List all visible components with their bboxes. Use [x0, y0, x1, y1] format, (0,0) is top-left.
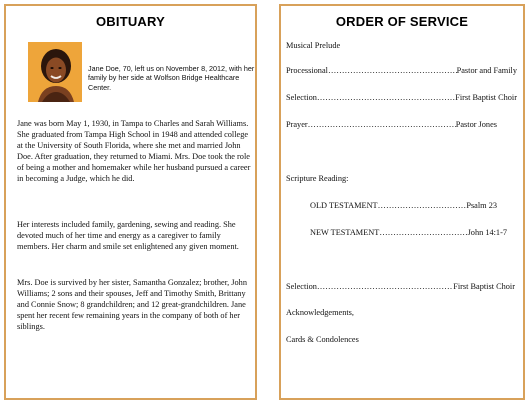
cards-condolences: Cards & Condolences [286, 335, 359, 344]
processional-line [286, 65, 517, 76]
order-of-service-panel [279, 4, 525, 400]
scripture-heading: Scripture Reading: [286, 174, 349, 183]
leader-dots [317, 281, 453, 292]
selection-who-2: First Baptist Choir [453, 282, 515, 291]
obituary-caption: Jane Doe, 70, left us on November 8, 2012, with her family by her side at Wolfson Bridge Healthcare Center. [88, 64, 255, 92]
old-testament-ref: Psalm 23 [466, 201, 497, 210]
leader-dots [379, 227, 467, 238]
obituary-heading: OBITUARY [95, 14, 165, 29]
new-testament-label: NEW TESTAMENT [310, 228, 380, 237]
old-testament-label: OLD TESTAMENT [310, 201, 378, 210]
selection-label-2: Selection [286, 282, 317, 291]
leader-dots [378, 200, 467, 211]
processional-who: Pastor and Family [456, 66, 517, 75]
prayer-line [286, 119, 497, 130]
obituary-paragraph-2: Her interests included family, gardening, sewing and reading. She devoted much of her time and energy as a caregiver to family members. Her charm and smile set enlightened any given moment. [17, 220, 239, 251]
service-heading: ORDER OF SERVICE [335, 14, 469, 29]
new-testament-line [310, 227, 507, 238]
obituary-paragraph-3: Mrs. Doe is survived by her sister, Samantha Gonzalez; brother, John Williams; 2 sons and their spouses, Jeff and Timothy Smith, Brittany and Connie Snow; 8 grandchildren; and 12 great-grandchildren. Jane spent her recent few remaining years in the company of both of her siblings. [17, 278, 247, 331]
new-testament-ref: John 14:1-7 [467, 228, 507, 237]
leader-dots [328, 65, 457, 76]
leader-dots [317, 92, 455, 103]
processional-label: Processional [286, 66, 328, 75]
selection-line-2 [286, 281, 515, 292]
selection-line-1 [286, 92, 517, 103]
acknowledgements: Acknowledgements, [286, 308, 354, 317]
musical-prelude: Musical Prelude [286, 41, 341, 50]
obituary-paragraph-1: Jane was born May 1, 1930, in Tampa to Charles and Sarah Williams. She graduated from Tampa High School in 1948 and attended college at the University of South Florida, where she met and married John Doe. After graduation, they returned to Miami. Mrs. Doe took the role of being a mother and homemaker while her husband pursued a career in becoming a Judge, which he did. [17, 119, 251, 183]
portrait-photo [28, 42, 82, 102]
old-testament-line [310, 200, 497, 211]
leader-dots [308, 119, 456, 130]
prayer-label: Prayer [286, 120, 308, 129]
obituary-panel [4, 4, 257, 400]
selection-label-1: Selection [286, 93, 317, 102]
selection-who-1: First Baptist Choir [455, 93, 517, 102]
prayer-who: Pastor Jones [455, 120, 497, 129]
